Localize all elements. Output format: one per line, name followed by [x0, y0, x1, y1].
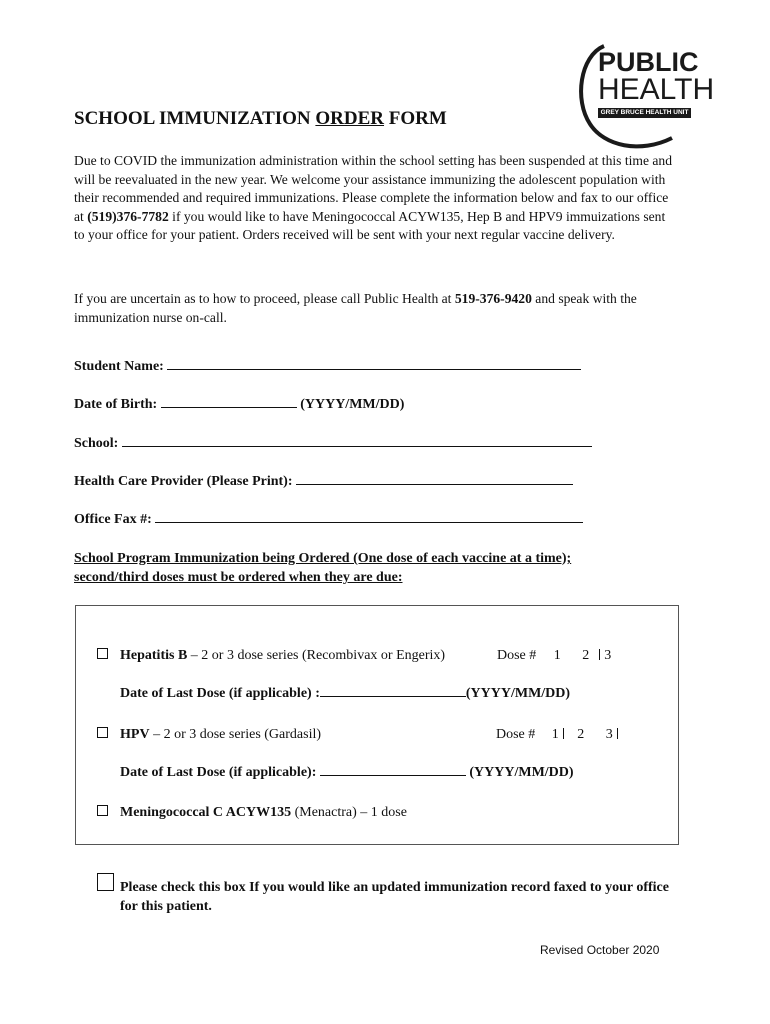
logo-health-text: HEALTH [598, 73, 715, 106]
hepb-desc: – 2 or 3 dose series (Recombivax or Engerix) [187, 648, 446, 663]
hepb-dose-1[interactable]: 1 [553, 648, 561, 663]
contact-text-1: If you are uncertain as to how to proceed, please call Public Health at [74, 291, 455, 306]
vaccine-order-box [75, 605, 679, 845]
logo-public-text: PUBLIC [598, 47, 699, 77]
contact-paragraph [74, 290, 684, 327]
school-field [74, 434, 592, 452]
hpv-dose-1[interactable]: 1 [551, 727, 559, 742]
dob-label: Date of Birth: [74, 397, 158, 412]
phone-number: 519-376-9420 [454, 291, 532, 306]
dob-input-line[interactable] [161, 395, 297, 408]
school-input-line[interactable] [122, 434, 592, 447]
program-heading: School Program Immunization being Ordered (One dose of each vaccine at a time); second/third doses must be ordered when they are due: [74, 551, 572, 585]
contact-text-2: and speak with the immunization nurse on-call. [74, 291, 637, 325]
school-label: School: [74, 436, 119, 451]
hpv-dose-3[interactable]: 3 [605, 727, 613, 742]
office-fax-field [74, 510, 583, 528]
title-part3: FORM [384, 108, 447, 129]
hepb-dose-2[interactable]: 2 [582, 648, 590, 663]
revised-date: Revised October 2020 [540, 943, 660, 957]
provider-field [74, 472, 573, 490]
fax-number: (519)376-7782 [87, 208, 169, 224]
hpv-dose-2[interactable]: 2 [577, 727, 585, 742]
hepb-name: Hepatitis B [120, 648, 188, 663]
record-request-checkbox[interactable] [97, 873, 114, 891]
mening-desc: (Menactra) – 1 dose [291, 805, 407, 820]
title-part1: SCHOOL IMMUNIZATION [74, 108, 316, 129]
dob-field [74, 395, 404, 413]
hpv-last-dose-format: (YYYY/MM/DD) [469, 765, 574, 780]
record-request-text: Please check this box If you would like an updated immunization record faxed to your office for this patient. [120, 880, 669, 914]
provider-input-line[interactable] [296, 472, 573, 485]
student-name-field [74, 357, 581, 375]
mening-name: Meningococcal C ACYW135 [120, 805, 292, 820]
provider-label: Health Care Provider (Please Print): [74, 474, 293, 489]
hepb-last-dose-line[interactable] [320, 684, 466, 697]
intro-text-2: if you would like to have Meningococcal ACYW135, Hep B and HPV9 immuizations sent to your office for your patient. Orders received will be sent with your next regular vaccine delivery. [74, 208, 666, 243]
hepb-last-dose-label: Date of Last Dose (if applicable) : [120, 686, 320, 701]
hepb-dose-3[interactable]: 3 [604, 648, 612, 663]
dob-format: (YYYY/MM/DD) [300, 397, 405, 412]
intro-paragraph [74, 152, 674, 245]
office-fax-input-line[interactable] [155, 510, 583, 523]
form-title [74, 108, 447, 130]
hpv-dose-selector [496, 727, 622, 743]
hepb-checkbox[interactable] [97, 648, 108, 659]
hpv-last-dose-label: Date of Last Dose (if applicable): [120, 765, 317, 780]
mening-row [97, 805, 407, 821]
mening-checkbox[interactable] [97, 805, 108, 816]
student-name-label: Student Name: [74, 359, 164, 374]
public-health-logo [578, 42, 715, 154]
hpv-desc: – 2 or 3 dose series (Gardasil) [149, 727, 322, 742]
logo-unit-bar: GREY BRUCE HEALTH UNIT [598, 108, 691, 118]
hpv-last-dose-line[interactable] [320, 763, 466, 776]
hepb-last-dose-field [120, 684, 570, 702]
hepb-dose-label: Dose # [497, 648, 537, 663]
hepb-row [97, 648, 445, 664]
office-fax-label: Office Fax #: [74, 512, 152, 527]
title-order-word: ORDER [315, 108, 385, 129]
hepb-last-dose-format: (YYYY/MM/DD) [465, 686, 571, 701]
intro-text-1: Due to COVID the immunization administration within the school setting has been suspended at this time and will be reevaluated in the new year. We welcome your assistance immunizing the adolescent population with their recommended and required immunizations. Please complete the information below and fax to our office at [74, 153, 673, 224]
student-name-input-line[interactable] [167, 357, 581, 370]
hepb-dose-selector [497, 648, 611, 664]
hpv-row [97, 727, 321, 743]
hpv-name: HPV [120, 727, 150, 742]
hpv-last-dose-field [120, 763, 574, 781]
hpv-checkbox[interactable] [97, 727, 108, 738]
hpv-dose-label: Dose # [496, 727, 536, 742]
